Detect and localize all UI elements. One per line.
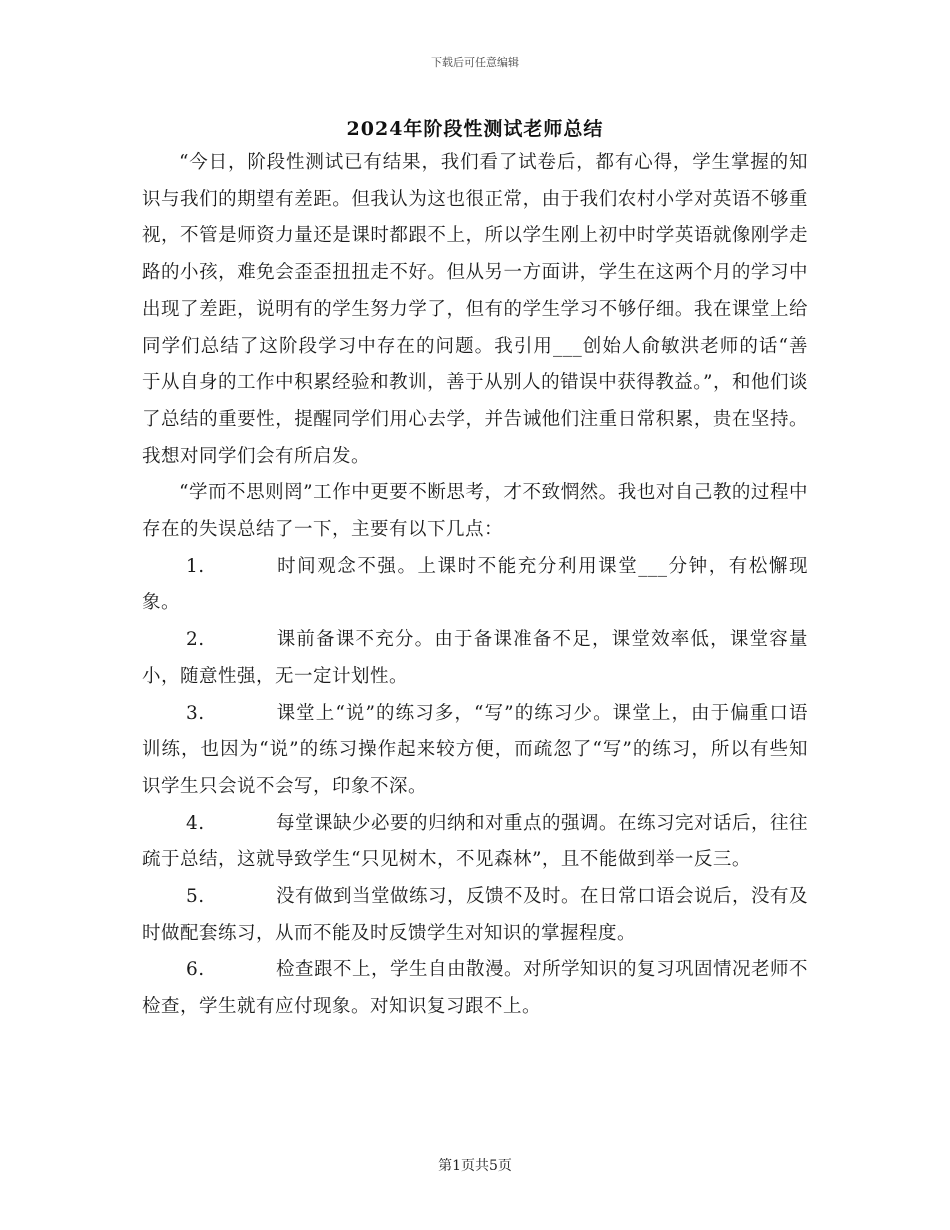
document-body [142, 145, 808, 1026]
list-item [142, 622, 808, 695]
page-number: 第1页共5页 [438, 1158, 512, 1174]
list-item-text: 课堂上“说”的练习多，“写”的练习少。课堂上，由于偏重口语训练，也因为“说”的练习操作起来较方便，而疏忽了“写”的练习，所以有些知识学生只会说不会写，印象不深。 [142, 702, 808, 797]
list-item-text: 时间观念不强。上课时不能充分利用课堂___分钟，有松懈现象。 [142, 555, 808, 614]
list-item [142, 696, 808, 806]
list-item-number: 4. [186, 812, 205, 834]
list-item-text: 每堂课缺少必要的归纳和对重点的强调。在练习完对话后，往往疏于总结，这就导致学生“只见树木，不见森林”，且不能做到举一反三。 [142, 812, 809, 871]
list-item [142, 879, 808, 952]
list-item-text: 检查跟不上，学生自由散漫。对所学知识的复习巩固情况老师不检查，学生就有应付现象。对知识复习跟不上。 [142, 959, 809, 1018]
list-item-number: 5. [186, 886, 205, 908]
list-item-number: 6. [186, 959, 205, 981]
list-item-text: 没有做到当堂做练习，反馈不及时。在日常口语会说后，没有及时做配套练习，从而不能及时反馈学生对知识的掌握程度。 [142, 886, 809, 944]
list-item-number: 2. [186, 629, 205, 651]
list-item-text: 课前备课不充分。由于备课准备不足，课堂效率低，课堂容量小，随意性强，无一定计划性。 [142, 629, 808, 687]
list-item [142, 549, 808, 622]
page-header-note: 下载后可任意编辑 [431, 56, 519, 69]
list-item [142, 952, 808, 1025]
paragraph-intro: “今日，阶段性测试已有结果，我们看了试卷后，都有心得，学生掌握的知识与我们的期望有差距。但我认为这也很正常，由于我们农村小学对英语不够重视，不管是师资力量还是课时都跟不上，所以学生刚上初中时学英语就像刚学走路的小孩，难免会歪歪扭扭走不好。但从另一方面讲，学生在这两个月的学习中出现了差距，说明有的学生努力学了，但有的学生学习不够仔细。我在课堂上给同学们总结了这阶段学习中存在的问题。我引用___创始人俞敏洪老师的话“善于从自身的工作中积累经验和教训，善于从别人的错误中获得教益。”，和他们谈了总结的重要性，提醒同学们用心去学，并告诫他们注重日常积累，贵在坚持。我想对同学们会有所启发。 [142, 152, 808, 467]
document-title: 2024年阶段性测试老师总结 [346, 118, 604, 140]
list-item-number: 3. [186, 702, 205, 724]
list-item-number: 1. [186, 555, 205, 577]
list-item [142, 806, 808, 879]
paragraph-reflection: “学而不思则罔”工作中更要不断思考，才不致惘然。我也对自己教的过程中存在的失误总结了一下，主要有以下几点： [142, 482, 808, 541]
